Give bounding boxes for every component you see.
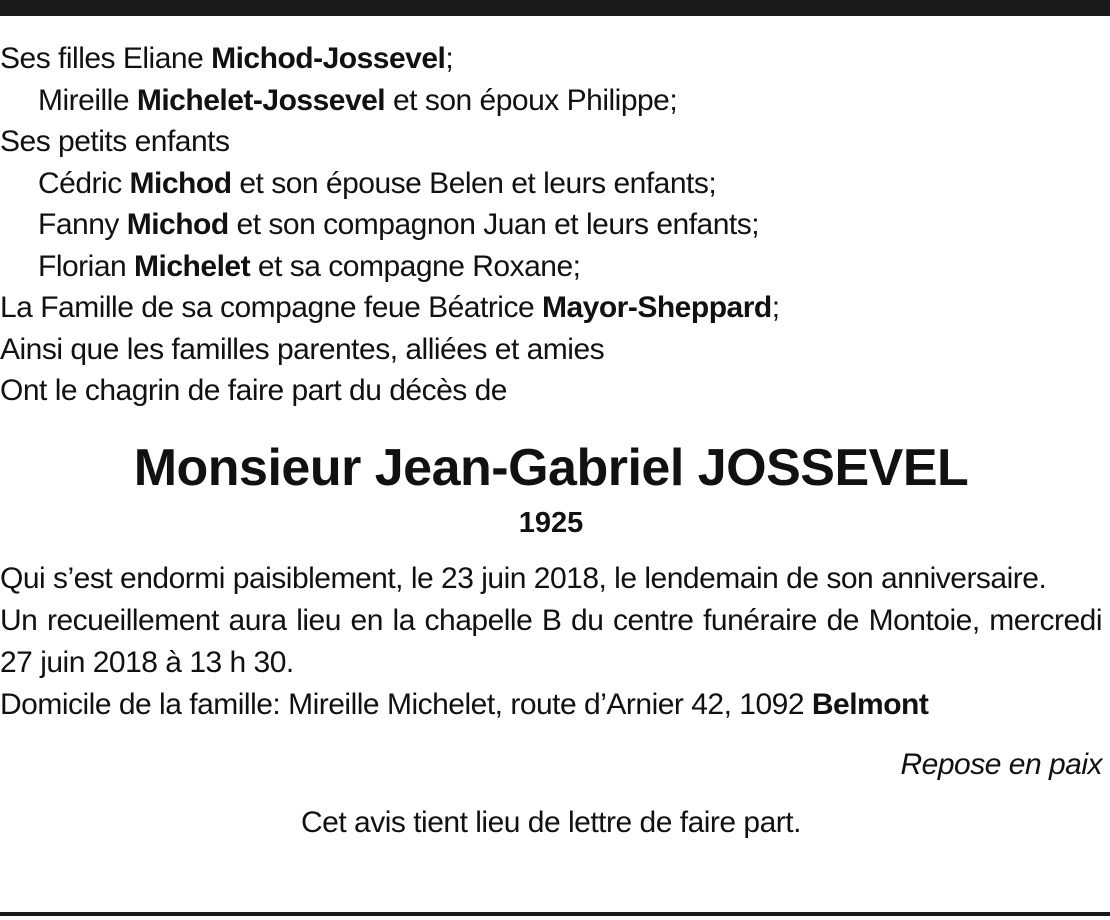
family-line-cedric: [0, 163, 1102, 205]
family-line-companion-family: [0, 287, 1102, 329]
birth-year: 1925: [518, 506, 584, 539]
family-line-daughter-mireille: [0, 80, 1102, 122]
death-notice: [0, 38, 1102, 844]
ceremony-paragraph: Un recueillement aura lieu en la chapelle B du centre funéraire de Montoie, mercredi 27 juin 2018 à 13 h 30.: [0, 603, 1102, 679]
family-line-grandchildren-heading: Ses petits enfants: [0, 125, 230, 158]
address-town: Belmont: [811, 687, 929, 721]
family-text: et son époux Philippe;: [385, 83, 678, 117]
family-surname: Michod: [126, 208, 229, 241]
family-text: ;: [445, 42, 454, 75]
bottom-border-rule: [0, 912, 1110, 916]
family-text: ;: [771, 291, 780, 324]
family-text: Mireille: [38, 83, 137, 117]
family-text: Florian: [38, 249, 135, 283]
family-text: et son épouse Belen et leurs enfants;: [231, 166, 717, 200]
family-text: et son compagnon Juan et leurs enfants;: [228, 208, 760, 241]
family-text: Ses filles Eliane: [0, 42, 212, 75]
family-line-florian: [0, 246, 1102, 288]
top-border-rule: [0, 0, 1110, 16]
family-address-line: [0, 684, 1102, 726]
family-surname: Michod: [129, 166, 232, 200]
family-line-relatives: Ainsi que les familles parentes, alliées et amies: [0, 332, 605, 366]
deceased-name: Monsieur Jean-Gabriel JOSSEVEL: [133, 438, 969, 497]
address-text: Domicile de la famille: Mireille Michelet, route d’Arnier 42, 1092: [0, 687, 812, 721]
family-text: et sa compagne Roxane;: [250, 249, 581, 283]
family-line-fanny: [0, 204, 1102, 246]
passing-paragraph: Qui s’est endormi paisiblement, le 23 juin 2018, le lendemain de son anniversaire.: [0, 561, 1047, 595]
family-surname: Michelet: [134, 249, 251, 283]
family-text: La Famille de sa compagne feue Béatrice: [0, 291, 542, 324]
family-text: Cédric: [38, 166, 130, 200]
family-text: Fanny: [38, 208, 127, 241]
notice-statement: Cet avis tient lieu de lettre de faire part.: [301, 805, 801, 839]
family-line-daughter-eliane: [0, 38, 1102, 80]
family-surname: Michod-Jossevel: [211, 42, 446, 75]
family-surname: Michelet-Jossevel: [136, 83, 386, 117]
family-line-announcement: Ont le chagrin de faire part du décès de: [0, 374, 507, 407]
rest-in-peace: Repose en paix: [900, 747, 1102, 781]
family-surname: Mayor-Sheppard: [542, 291, 772, 324]
